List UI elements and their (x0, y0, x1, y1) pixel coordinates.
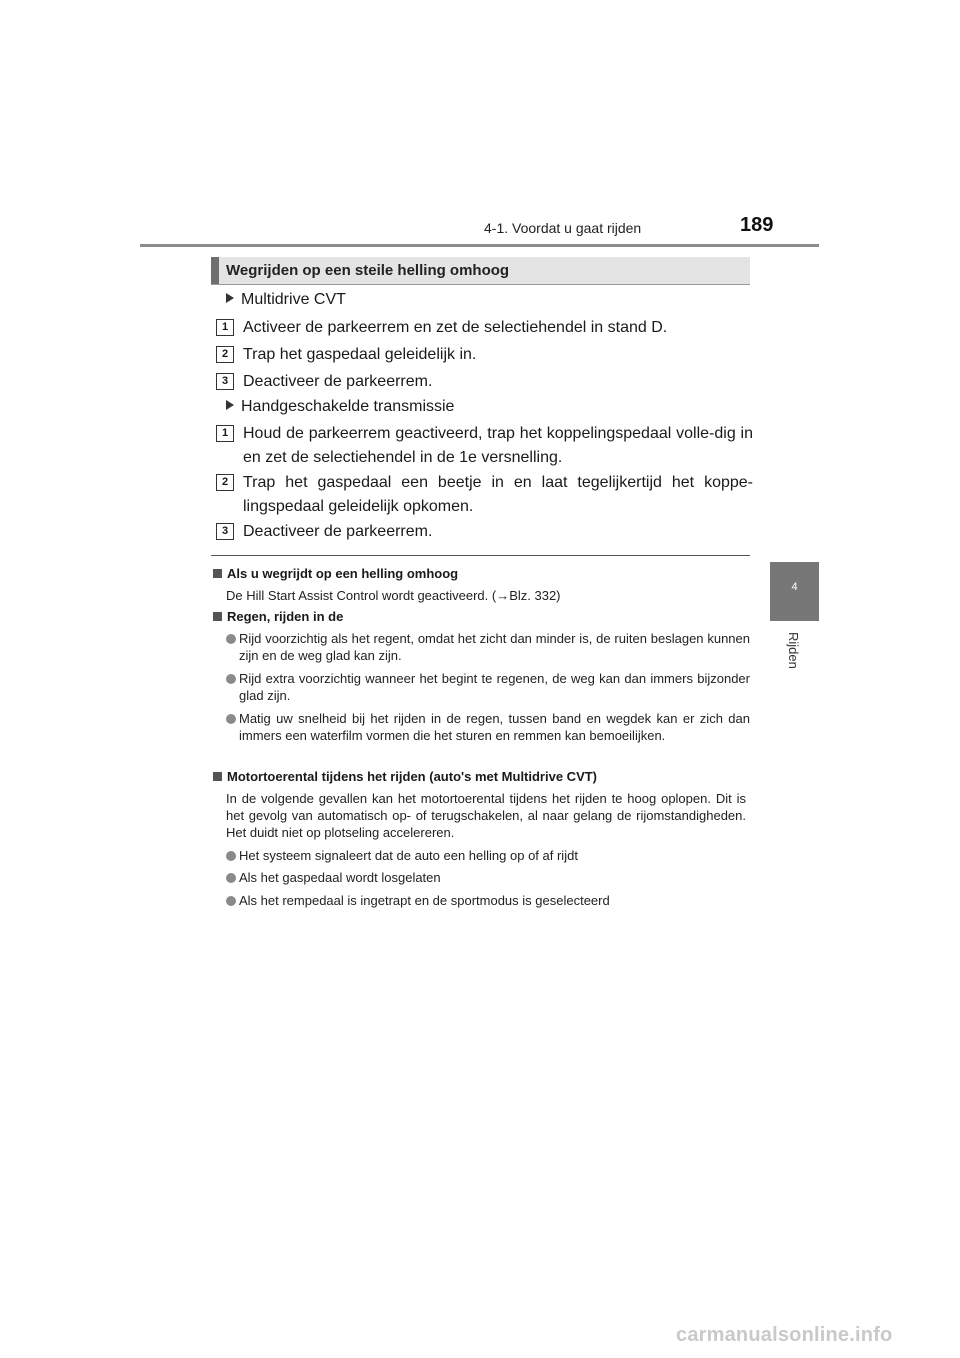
step-text: Trap het gaspedaal geleidelijk in. (243, 346, 477, 363)
step-text: Trap het gaspedaal een beetje in en laat tegelijkertijd het koppe-lingspedaal geleidelijk opkomen. (243, 474, 753, 515)
subheading-cvt-text: Multidrive CVT (241, 291, 346, 308)
step-number-box: 2 (216, 346, 234, 363)
note-heading-rpm (213, 769, 597, 784)
round-bullet-icon (226, 714, 236, 724)
step-number-box: 3 (216, 373, 234, 390)
step-text: Deactiveer de parkeerrem. (243, 523, 433, 540)
note-bullet (226, 630, 750, 664)
step-number-box: 2 (216, 474, 234, 491)
note-bullet (226, 710, 750, 744)
chapter-tab-number: 4 (770, 562, 819, 621)
note-bullet-text: Rijd voorzichtig als het regent, omdat het zicht dan minder is, de ruiten beslagen kunnen zijn en de weg glad kan zijn. (239, 631, 750, 663)
note-bullet-text: Het systeem signaleert dat de auto een helling op of af rijdt (239, 848, 578, 863)
round-bullet-icon (226, 896, 236, 906)
note-bullet-text: Matig uw snelheid bij het rijden in de regen, tussen band en wegdek kan er zich dan immers een waterfilm vormen die het sturen en remmen kan bemoeilijken. (239, 711, 750, 743)
page-number: 189 (740, 214, 774, 236)
note-heading-rain (213, 609, 343, 624)
section-divider (211, 555, 750, 556)
step-number-box: 3 (216, 523, 234, 540)
note-heading-rain-text: Regen, rijden in de (227, 609, 344, 624)
subheading-manual-text: Handgeschakelde transmissie (241, 398, 455, 415)
step-number-box: 1 (216, 319, 234, 336)
chapter-tab-label-text: Rijden (786, 632, 801, 669)
chapter-tab-label (771, 632, 819, 692)
note-heading-rpm-text: Motortoerental tijdens het rijden (auto's met Multidrive CVT) (227, 769, 598, 784)
square-bullet-icon (213, 569, 222, 578)
round-bullet-icon (226, 634, 236, 644)
note-heading-hill-text: Als u wegrijdt op een helling omhoog (227, 566, 459, 581)
note-heading-hill (213, 566, 458, 581)
section-heading-bar (211, 257, 219, 284)
running-header-section: 4-1. Voordat u gaat rijden (484, 220, 642, 236)
subheading-cvt (226, 291, 346, 309)
step-text: Activeer de parkeerrem en zet de selectiehendel in stand D. (243, 319, 668, 336)
note-text-rpm: In de volgende gevallen kan het motortoerental tijdens het rijden te hoog oplopen. Dit is het gevolg van automatisch op- of terugschakelen, al naar gelang de rijomstandigheden. Het duidt niet op plotseling accelereren. (226, 791, 746, 840)
section-heading (211, 257, 750, 285)
note-bullet (226, 892, 750, 909)
note-bullet (226, 869, 750, 886)
subheading-manual (226, 398, 454, 416)
square-bullet-icon (213, 772, 222, 781)
note-bullet-text: Als het gaspedaal wordt losgelaten (239, 870, 441, 885)
note-bullet (226, 670, 750, 704)
note-bullet (226, 847, 750, 864)
watermark: carmanualsonline.info (676, 1324, 893, 1346)
note-bullet-text: Rijd extra voorzichtig wanneer het begint te regenen, de weg kan dan immers bijzonder glad zijn. (239, 671, 750, 703)
note-text-hill: De Hill Start Assist Control wordt geactiveerd. (→Blz. 332) (226, 588, 561, 603)
square-bullet-icon (213, 612, 222, 621)
step-text: Deactiveer de parkeerrem. (243, 373, 433, 390)
round-bullet-icon (226, 851, 236, 861)
step-number-box: 1 (216, 425, 234, 442)
round-bullet-icon (226, 674, 236, 684)
note-bullet-text: Als het rempedaal is ingetrapt en de sportmodus is geselecteerd (239, 893, 610, 908)
round-bullet-icon (226, 873, 236, 883)
triangle-bullet-icon (226, 400, 234, 410)
section-heading-title: Wegrijden op een steile helling omhoog (226, 262, 510, 279)
header-rule (140, 244, 819, 247)
step-text: Houd de parkeerrem geactiveerd, trap het koppelingspedaal volle-dig in en zet de selectiehendel in de 1e versnelling. (243, 425, 753, 466)
triangle-bullet-icon (226, 293, 234, 303)
